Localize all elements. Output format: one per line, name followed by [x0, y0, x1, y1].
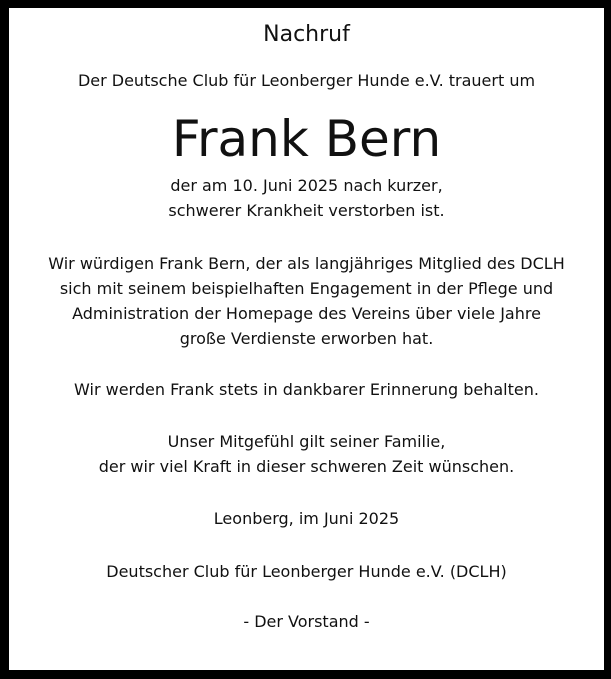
tribute-line-2: sich mit seinem beispielhaften Engagement in der Pflege und [59, 279, 554, 298]
intro-text: Der Deutsche Club für Leonberger Hunde e.V. trauert um [77, 71, 536, 90]
club-name: Deutscher Club für Leonberger Hunde e.V. (DCLH) [106, 562, 507, 581]
deceased-name: Frank Bern [171, 110, 442, 168]
place-date: Leonberg, im Juni 2025 [213, 509, 400, 528]
sympathy-line-2: der wir viel Kraft in dieser schweren Zeit wünschen. [98, 457, 515, 476]
sympathy-line-1: Unser Mitgefühl gilt seiner Familie, [167, 432, 446, 451]
tribute-line-4: große Verdienste erworben hat. [179, 329, 434, 348]
obituary-heading: Nachruf [263, 22, 350, 47]
signature: - Der Vorstand - [243, 612, 370, 631]
tribute-line-1: Wir würdigen Frank Bern, der als langjähriges Mitglied des DCLH [48, 254, 565, 273]
death-line-1: der am 10. Juni 2025 nach kurzer, [170, 176, 443, 195]
tribute-line-3: Administration der Homepage des Vereins über viele Jahre [72, 304, 541, 323]
death-line-2: schwerer Krankheit verstorben ist. [168, 201, 445, 220]
memory-text: Wir werden Frank stets in dankbarer Erinnerung behalten. [74, 380, 539, 399]
